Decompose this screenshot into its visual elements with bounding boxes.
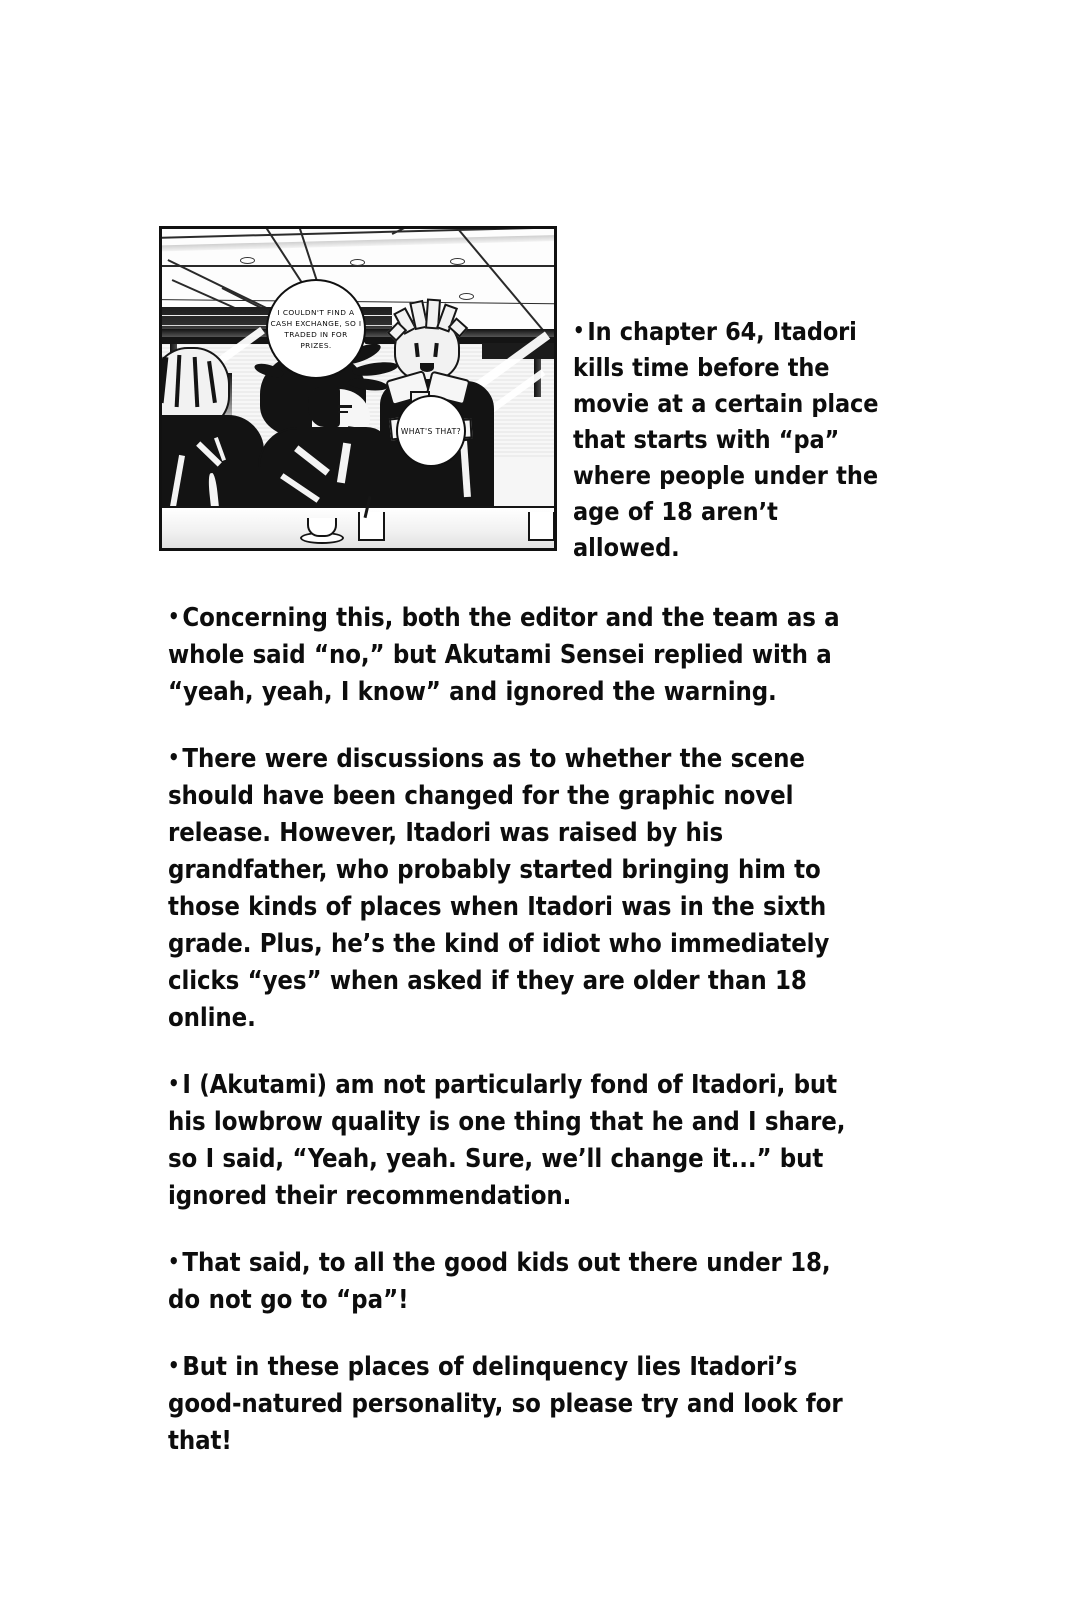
ceiling-light-icon [350, 259, 365, 266]
side-note-paragraph [573, 312, 885, 566]
paragraph-discussions [168, 739, 868, 1037]
paragraph-akutami [168, 1065, 868, 1215]
ceiling-light-icon [240, 257, 255, 264]
ceiling-light-icon [459, 293, 474, 300]
coffee-cup [307, 518, 337, 537]
manga-panel [159, 226, 557, 551]
panel-inner [162, 229, 554, 548]
side-note-plain: In chapter 64, Itadori kills time before the movie at a certain place that starts with “pa” where [573, 317, 879, 490]
eye [338, 411, 348, 413]
paragraph-text: But in these places of delinquency lies Itadori’s good-natured personality, so please try and look for that! [168, 1352, 843, 1456]
balloon-text: I COULDN'T FIND A CASH EXCHANGE, SO I TRADED IN FOR PRIZES. [270, 308, 362, 350]
paragraph-text: There were discussions as to whether the scene should have been changed for the graphic novel release. However, Itadori was raised by his grandfather, who probably started bringing him to those kinds of places when Itadori was in the sixth grade. Plus, he’s the kind of idiot who immediately clicks “yes” when asked if they are older than 18 online. [168, 744, 830, 1033]
speech-balloon-itadori [266, 279, 366, 379]
bullet-glyph: • [168, 1353, 180, 1377]
paragraph-text-plain: That said, to all the good kids out there under 18, [182, 1248, 831, 1278]
paragraph-delinquency [168, 1347, 868, 1460]
body-text-column [168, 598, 868, 1460]
bullet-glyph: • [573, 318, 585, 342]
side-note-bold: people under the age of 18 aren’t allowed. [573, 461, 879, 562]
counter-table [162, 506, 554, 548]
bangs [308, 387, 340, 427]
paragraph-editor [168, 598, 868, 711]
paragraph-text: Concerning this, both the editor and the team as a whole said “no,” but Akutami Sensei replied with a “yeah, yeah, I know” and ignored the warning. [168, 603, 840, 707]
eye [338, 405, 352, 408]
bullet-glyph: • [168, 1071, 180, 1095]
bullet-glyph: • [168, 604, 180, 628]
speech-balloon-fushiguro [396, 395, 466, 467]
drink-glass [358, 512, 385, 541]
balloon-text: WHAT'S THAT? [400, 426, 462, 436]
paragraph-text: I (Akutami) am not particularly fond of Itadori, but his lowbrow quality is one thing that he and I share, so I said, “Yeah, yeah. Sure, we’ll change it...” but ignored their recommendation. [168, 1070, 846, 1211]
top-block [0, 0, 1067, 580]
ceiling-light-icon [450, 258, 465, 265]
side-note [573, 287, 885, 591]
bullet-glyph: • [168, 1249, 180, 1273]
paragraph-goodkids [168, 1243, 868, 1319]
drink-glass [528, 512, 554, 541]
paragraph-text-bold: do not go to “pa”! [168, 1285, 409, 1315]
bullet-glyph: • [168, 745, 180, 769]
